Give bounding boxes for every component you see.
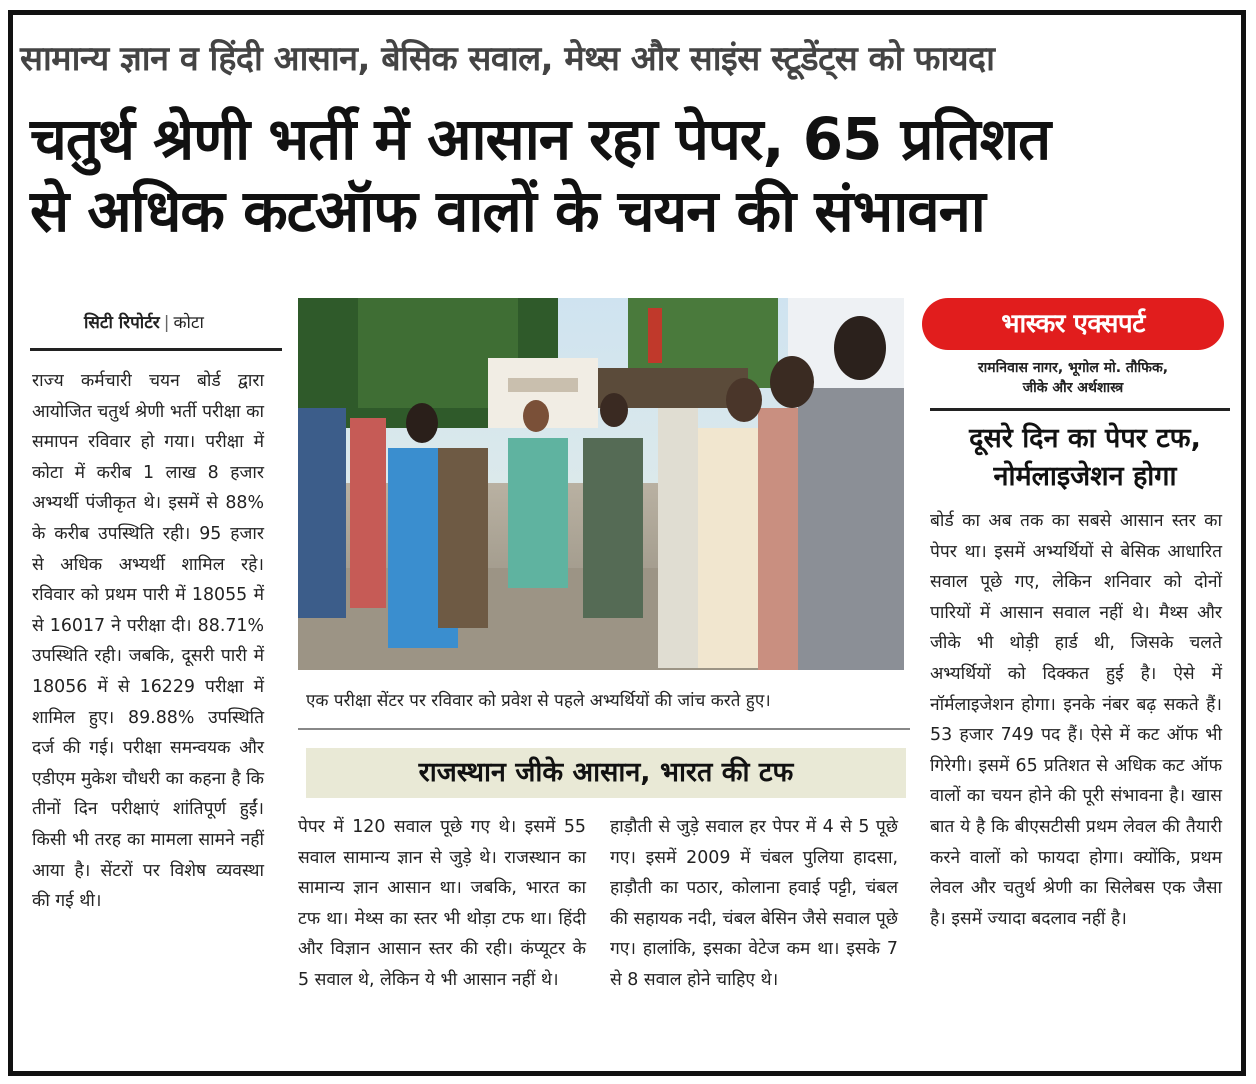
- divider: [930, 408, 1230, 411]
- subhead: राजस्थान जीके आसान, भारत की टफ: [306, 748, 906, 798]
- right-column-text: बोर्ड का अब तक का सबसे आसान स्तर का पेपर था। इसमें अभ्यर्थियों से बेसिक आधारित सवाल पूछे गए, लेकिन शनिवार को दोनों पारियों में आसान सवाल नहीं थे। मैथ्स और जीके भी थोड़ी हार्ड थी, जिसके चलते अभ्यर्थियों को दिक्कत हुई है। ऐसे में नॉर्मलाइजेशन होगा। इनके नंबर बढ़ सकते हैं। 53 हजार 749 पद हैं। ऐसे में कट ऑफ भी गिरेगी। इसमें 65 प्रतिशत से अधिक कट ऑफ वालों का चयन होने की पूरी संभावना है। खास बात ये है कि बीएसटीसी प्रथम लेवल की तैयारी करने वालों को फायदा होगा। क्योंकि, प्रथम लेवल और चतुर्थ श्रेणी का सिलेबस एक जैसा है। इसमें ज्यादा बदलाव नहीं है।: [930, 511, 1222, 929]
- right-headline-line-1: दूसरे दिन का पेपर टफ,: [969, 423, 1201, 454]
- kicker: सामान्य ज्ञान व हिंदी आसान, बेसिक सवाल, मेथ्स और साइंस स्टूडेंट्स को फायदा: [20, 39, 995, 79]
- right-headline: [940, 420, 1230, 496]
- headline-line-2: से अधिक कटऑफ वालों के चयन की संभावना: [30, 176, 985, 245]
- left-column-text: राज्य कर्मचारी चयन बोर्ड द्वारा आयोजित चतुर्थ श्रेणी भर्ती परीक्षा का समापन रविवार हो गया। परीक्षा में कोटा में करीब 1 लाख 8 हजार अभ्यर्थी पंजीकृत थे। इसमें से 88% के करीब उपस्थिति रही। 95 हजार से अधिक अभ्यर्थी शामिल रहे। रविवार को प्रथम पारी में 18055 में से 16017 ने परीक्षा दी। 88.71% उपस्थिति रही। जबकि, दूसरी पारी में 18056 में से 16229 परीक्षा में शामिल हुए। 89.88% उपस्थिति दर्ज की गई। परीक्षा समन्वयक और एडीएम मुकेश चौधरी का कहना है कि तीनों दिन परीक्षाएं शांतिपूर्ण हुईं। किसी भी तरह का मामला सामने नहीं आया है। सेंटरों पर विशेष व्यवस्था की गई थी।: [32, 371, 264, 912]
- photo-caption: एक परीक्षा सेंटर पर रविवार को प्रवेश से पहले अभ्यर्थियों की जांच करते हुए।: [306, 691, 771, 711]
- headline: [30, 104, 1230, 248]
- expert-line-2: जीके और अर्थशास्त्र: [1022, 380, 1124, 396]
- expert-line-1: रामनिवास नागर, भूगोल मो. तौफिक,: [977, 360, 1169, 376]
- byline-city: कोटा: [173, 313, 204, 333]
- byline: [84, 310, 204, 333]
- divider: [298, 728, 910, 730]
- bhaskar-expert-badge: भास्कर एक्सपर्ट: [922, 298, 1224, 350]
- byline-separator: |: [163, 313, 170, 333]
- middle-column-1-text: पेपर में 120 सवाल पूछे गए थे। इसमें 55 सवाल सामान्य ज्ञान से जुड़े थे। राजस्थान का सामान्य ज्ञान आसान था। जबकि, भारत का टफ था। मेथ्स का स्तर भी थोड़ा टफ था। हिंदी और विज्ञान आसान स्तर की रही। कंप्यूटर के 5 सवाल थे, लेकिन ये भी आसान नहीं थे।: [298, 817, 586, 990]
- divider: [30, 348, 282, 351]
- right-headline-line-2: नोर्मलाइजेशन होगा: [993, 461, 1177, 492]
- expert-names: [944, 358, 1202, 398]
- middle-column-2-text: हाड़ौती से जुड़े सवाल हर पेपर में 4 से 5 पूछे गए। इसमें 2009 में चंबल पुलिया हादसा, हाड़ौती का पठार, कोलाना हवाई पट्टी, चंबल की सहायक नदी, चंबल बेसिन जैसे सवाल पूछे गए। हालांकि, इसका वेटेज कम था। इसके 7 से 8 सवाल होने चाहिए थे।: [610, 817, 898, 990]
- news-photo: [298, 298, 904, 670]
- headline-line-1: चतुर्थ श्रेणी भर्ती में आसान रहा पेपर, 65 प्रतिशत: [30, 105, 1051, 173]
- byline-reporter: सिटी रिपोर्टर: [84, 313, 160, 333]
